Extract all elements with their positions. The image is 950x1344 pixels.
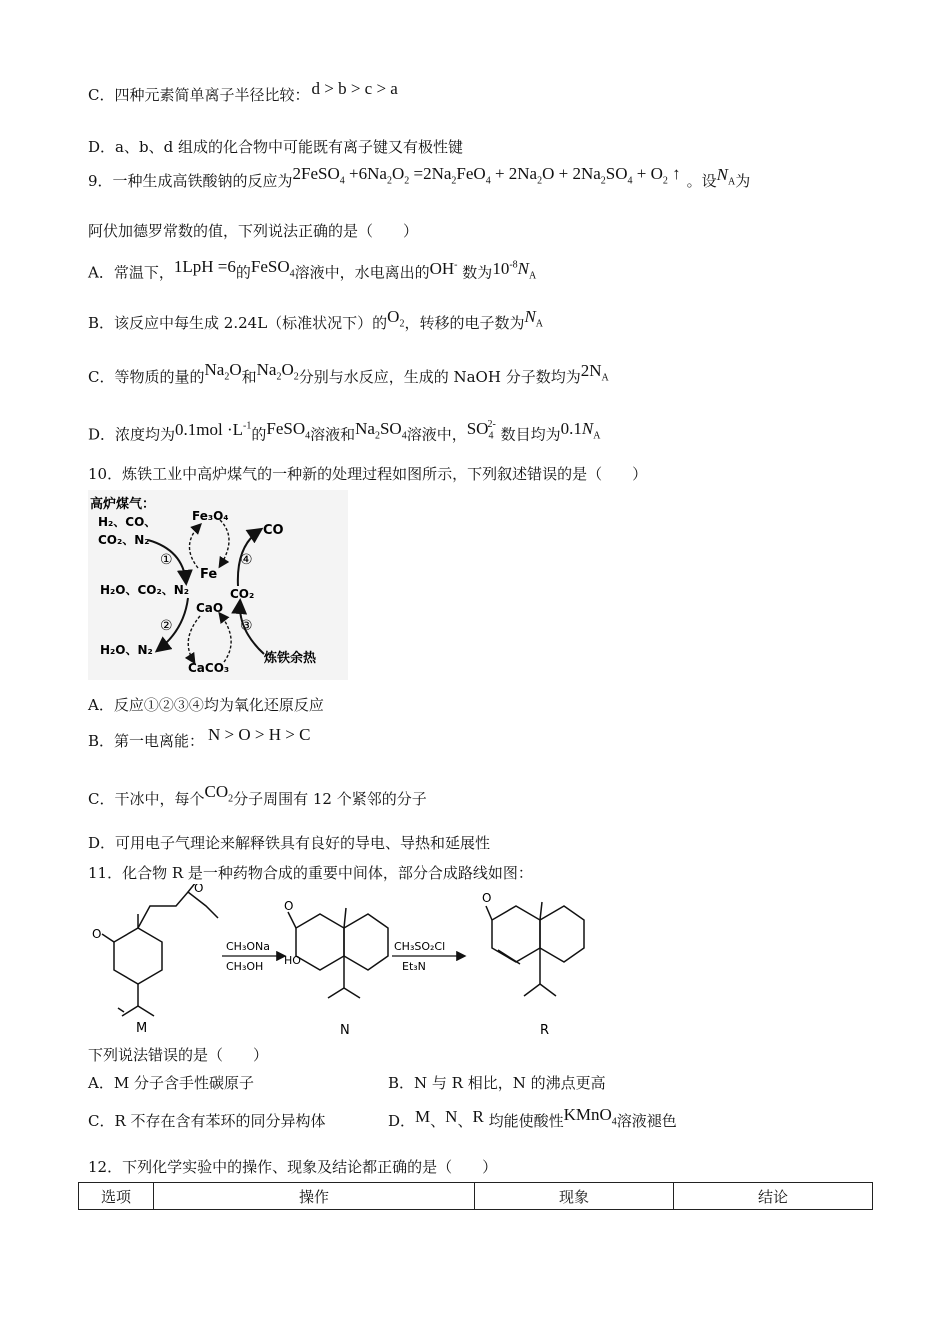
q10-option-d: D．可用电子气理论来解释铁具有良好的导电、导热和延展性 [88, 834, 491, 852]
svg-text:CaO: CaO [196, 601, 224, 615]
label-r: R [540, 1023, 550, 1038]
q12-table [78, 1182, 873, 1210]
svg-text:H₂O、N₂: H₂O、N₂ [100, 643, 153, 657]
svg-text:①: ① [160, 552, 173, 568]
svg-text:Fe₃O₄: Fe₃O₄ [192, 509, 229, 523]
label-n: N [340, 1023, 350, 1038]
q12-stem: 12．下列化学实验中的操作、现象及结论都正确的是（ ） [88, 1158, 498, 1176]
svg-text:HO: HO [284, 954, 301, 967]
q9-stem: 9．一种生成高铁酸钠的反应为2FeSO$_4$ $+6Na_2O_2 =2Na_2FeO_4 + 2Na_2O + 2Na_2SO_4 + O_2$ ↑ 。设$N_A$为 [88, 164, 751, 190]
q9-option-b: B．该反应中每生成 2.24L（标准状况下）的$O_2$，转移的电子数为$N_A$ [88, 307, 544, 332]
svg-text:CO: CO [263, 523, 284, 538]
q11-stem: 11．化合物 R 是一种药物合成的重要中间体，部分合成路线如图： [88, 864, 533, 882]
svg-text:CH₃SO₂Cl: CH₃SO₂Cl [394, 940, 446, 953]
svg-text:O: O [92, 927, 102, 941]
synthesis-route-diagram [88, 884, 588, 1044]
q8-option-c: C．四种元素简单离子半径比较： d > b > c > a [88, 79, 398, 104]
svg-text:CO₂: CO₂ [230, 587, 255, 601]
svg-text:O: O [482, 891, 492, 905]
q11-option-c: C．R 不存在含有苯环的同分异构体 [88, 1112, 326, 1130]
svg-text:③: ③ [240, 618, 253, 634]
q8-option-d: D．a、b、d 组成的化合物中可能既有离子键又有极性键 [88, 138, 463, 156]
q9-equation: 2FeSO$_4$ $+6Na_2O_2 =2Na_2FeO_4 + 2Na_2O + 2Na_2SO_4 + O_2$ ↑ [292, 164, 681, 187]
q11-option-d: D．M、N、R 均能使酸性KMnO$_4$溶液褪色 [388, 1105, 677, 1130]
svg-text:H₂O、CO₂、N₂: H₂O、CO₂、N₂ [100, 583, 190, 597]
q9-option-a: A．常温下，1LpH =6的FeSO$_4$溶液中，水电离出的OH- 数为$10^{-8}N_A$ [88, 256, 537, 282]
q10-option-b: B．第一电离能： N > O > H > C [88, 725, 311, 750]
q11-option-a: A．M 分子含手性碳原子 [88, 1074, 254, 1092]
svg-text:炼铁余热: 炼铁余热 [264, 651, 317, 666]
svg-text:CO₂、N₂: CO₂、N₂ [98, 533, 150, 547]
q9-option-d: D．浓度均为$0.1mol \cdot L^{-1}$的FeSO$_4$溶液和$Na_2SO_4$溶液中，$SO_4^{2-}$ 数目均为$0.1N_A$ [88, 418, 601, 444]
q10-stem: 10．炼铁工业中高炉煤气的一种新的处理过程如图所示，下列叙述错误的是（ ） [88, 465, 648, 483]
header-phenomenon: 现象 [475, 1183, 674, 1210]
label-blast-gas: 高炉煤气： [90, 497, 156, 512]
q11-option-b: B．N 与 R 相比，N 的沸点更高 [388, 1074, 606, 1092]
label-m: M [136, 1021, 148, 1036]
svg-text:④: ④ [240, 552, 253, 568]
q9-option-c: C．等物质的量的$Na_2O$和$Na_2O_2$分别与水反应，生成的 NaOH 分子数均为$2N_A$ [88, 360, 609, 386]
q11-prompt: 下列说法错误的是（ ） [88, 1046, 269, 1064]
svg-text:CaCO₃: CaCO₃ [188, 661, 230, 675]
svg-text:②: ② [160, 618, 173, 634]
svg-text:Fe: Fe [200, 567, 218, 582]
table-header-row [79, 1183, 873, 1210]
ionic-radius-order: d > b > c > a [311, 79, 398, 98]
q10-option-a: A．反应①②③④均为氧化还原反应 [88, 696, 324, 714]
header-option: 选项 [79, 1183, 154, 1210]
header-conclusion: 结论 [674, 1183, 873, 1210]
svg-text:O: O [194, 884, 204, 895]
molecule-n [288, 908, 388, 998]
q10-option-c: C．干冰中，每个$CO_2$分子周围有 12 个紧邻的分子 [88, 782, 427, 808]
q9-stem-line2: 阿伏加德罗常数的值，下列说法正确的是（ ） [88, 222, 419, 240]
molecule-r [486, 902, 584, 996]
header-operation: 操作 [154, 1183, 475, 1210]
blast-furnace-gas-diagram [88, 490, 348, 680]
svg-text:H₂、CO、: H₂、CO、 [98, 515, 157, 529]
molecule-m [102, 884, 218, 1016]
svg-text:CH₃ONa: CH₃ONa [226, 940, 270, 953]
svg-text:CH₃OH: CH₃OH [226, 960, 264, 973]
svg-text:O: O [284, 899, 294, 913]
svg-text:Et₃N: Et₃N [402, 960, 426, 973]
